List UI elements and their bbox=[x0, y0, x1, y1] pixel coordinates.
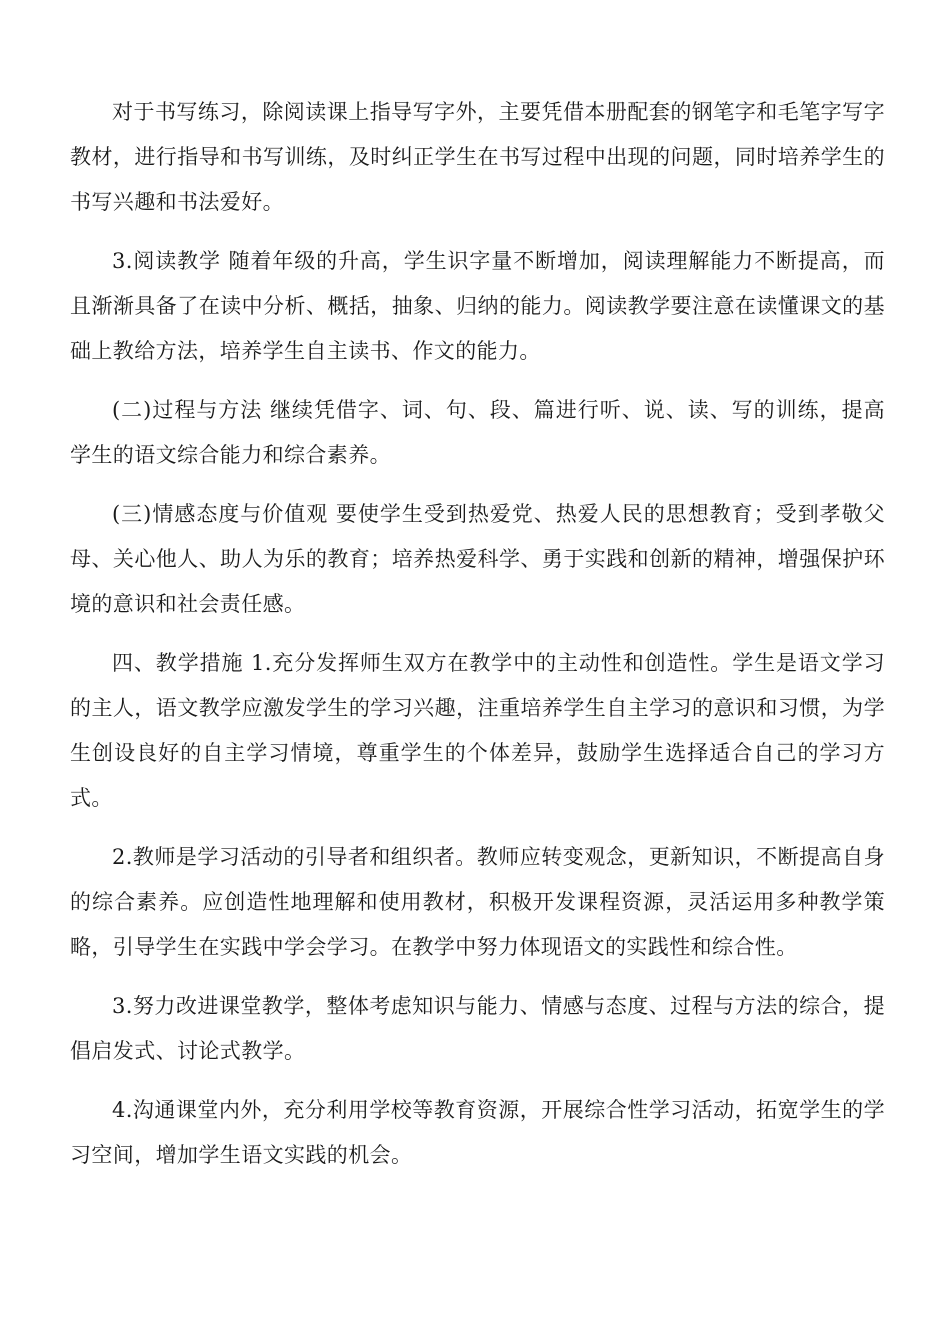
paragraph-teaching-measures-2: 2.教师是学习活动的引导者和组织者。教师应转变观念，更新知识，不断提高自身的综合素养。应创造性地理解和使用教材，积极开发课程资源，灵活运用多种教学策略，引导学生在实践中学会学习。在教学中努力体现语文的实践性和综合性。 bbox=[70, 845, 885, 959]
paragraph-teaching-measures-4: 4.沟通课堂内外，充分利用学校等教育资源，开展综合性学习活动，拓宽学生的学习空间，增加学生语文实践的机会。 bbox=[70, 1098, 885, 1167]
paragraph-emotion-values: (三)情感态度与价值观 要使学生受到热爱党、热爱人民的思想教育；受到孝敬父母、关心他人、助人为乐的教育；培养热爱科学、勇于实践和创新的精神，增强保护环境的意识和社会责任感。 bbox=[70, 502, 885, 616]
paragraph-writing-practice: 对于书写练习，除阅读课上指导写字外，主要凭借本册配套的钢笔字和毛笔字写字教材，进行指导和书写训练，及时纠正学生在书写过程中出现的问题，同时培养学生的书写兴趣和书法爱好。 bbox=[70, 100, 885, 214]
paragraph-process-and-method: (二)过程与方法 继续凭借字、词、句、段、篇进行听、说、读、写的训练，提高学生的语文综合能力和综合素养。 bbox=[70, 398, 885, 467]
paragraph-reading-teaching: 3.阅读教学 随着年级的升高，学生识字量不断增加，阅读理解能力不断提高，而且渐渐具备了在读中分析、概括，抽象、归纳的能力。阅读教学要注意在读懂课文的基础上教给方法，培养学生自主读书、作文的能力。 bbox=[70, 249, 885, 363]
document-page bbox=[70, 90, 885, 1192]
paragraph-teaching-measures-1: 四、教学措施 1.充分发挥师生双方在教学中的主动性和创造性。学生是语文学习的主人，语文教学应激发学生的学习兴趣，注重培养学生自主学习的意识和习惯，为学生创设良好的自主学习情境，尊重学生的个体差异，鼓励学生选择适合自己的学习方式。 bbox=[70, 651, 885, 810]
paragraph-teaching-measures-3: 3.努力改进课堂教学，整体考虑知识与能力、情感与态度、过程与方法的综合，提倡启发式、讨论式教学。 bbox=[70, 994, 885, 1063]
